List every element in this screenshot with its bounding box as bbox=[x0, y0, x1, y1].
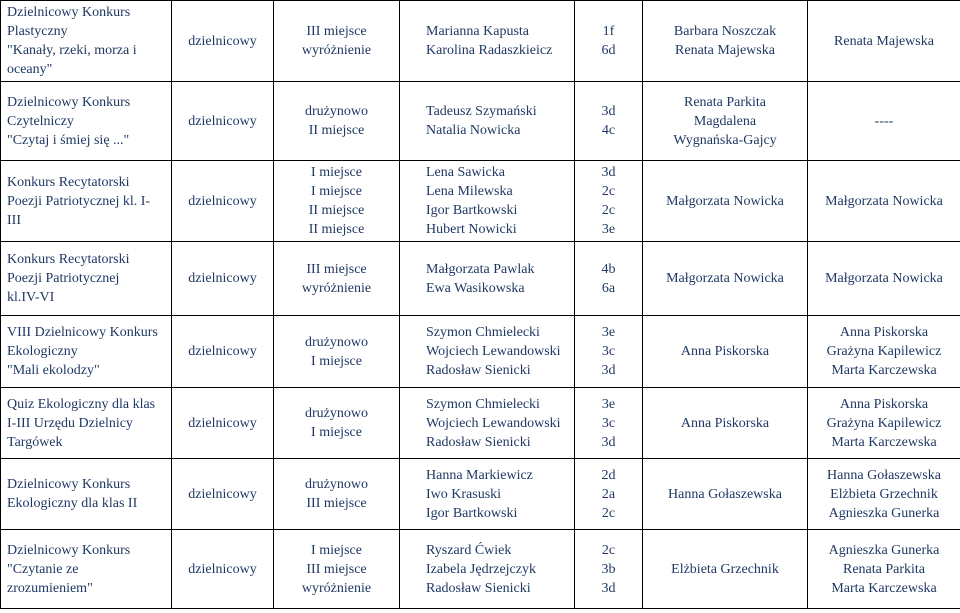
result-cell bbox=[274, 388, 400, 459]
students-line: Radosław Sienicki bbox=[426, 580, 531, 596]
class-line: 3e bbox=[601, 325, 616, 340]
level-text: dzielnicowy bbox=[188, 344, 257, 359]
result-cell bbox=[274, 459, 400, 530]
result-line: I miejsce bbox=[311, 165, 362, 180]
table-row bbox=[1, 530, 960, 609]
class-line: 3e bbox=[601, 396, 616, 412]
class-cell bbox=[575, 316, 643, 388]
class-line: 3e bbox=[601, 222, 616, 237]
students-line: Marianna Kapusta bbox=[426, 24, 530, 39]
level-text: dzielnicowy bbox=[188, 415, 257, 431]
competition-name-cell bbox=[1, 459, 172, 530]
students-line: Ryszard Ćwiek bbox=[426, 542, 512, 558]
competition-name-line: "Czytaj i śmiej się ..." bbox=[7, 132, 130, 148]
students-line: Ewa Wasikowska bbox=[426, 280, 525, 296]
level-cell bbox=[172, 161, 274, 242]
competition-name-line: Targówek bbox=[7, 434, 63, 450]
students-line: Izabela Jędrzejczyk bbox=[426, 561, 536, 577]
table-row bbox=[1, 459, 960, 530]
class-cell bbox=[575, 82, 643, 161]
students-cell bbox=[400, 1, 575, 82]
students-line: Wojciech Lewandowski bbox=[426, 415, 561, 431]
competition-name-line: Poezji Patriotycznej bbox=[7, 271, 120, 286]
students-line: Małgorzata Pawlak bbox=[426, 261, 535, 277]
coordinator-line: Marta Karczewska bbox=[831, 363, 937, 378]
teacher-line: Anna Piskorska bbox=[680, 415, 770, 431]
students-line: Radosław Sienicki bbox=[426, 434, 531, 450]
competition-name-line: VIII Dzielnicowy Konkurs bbox=[7, 325, 158, 340]
students-line: Lena Sawicka bbox=[426, 165, 505, 180]
class-line: 2a bbox=[601, 486, 616, 502]
competition-name-cell bbox=[1, 1, 172, 82]
result-cell bbox=[274, 530, 400, 609]
result-cell bbox=[274, 161, 400, 242]
students-cell bbox=[400, 161, 575, 242]
result-line: drużynowo bbox=[305, 104, 368, 119]
class-line: 3c bbox=[601, 415, 616, 431]
result-line: II miejsce bbox=[308, 123, 365, 138]
competition-name-line: Dzielnicowy Konkurs bbox=[7, 477, 131, 492]
result-line: wyróżnienie bbox=[301, 280, 372, 296]
teacher-line: Małgorzata Nowicka bbox=[666, 271, 784, 286]
class-cell bbox=[575, 530, 643, 609]
coordinator-line: Małgorzata Nowicka bbox=[825, 271, 943, 286]
competition-name-line: "Kanały, rzeki, morza i bbox=[7, 43, 137, 58]
competition-name-line: Dzielnicowy Konkurs bbox=[7, 542, 131, 558]
competition-name-cell bbox=[1, 530, 172, 609]
students-line: Iwo Krasuski bbox=[426, 486, 502, 502]
competition-name-line: Ekologiczny bbox=[7, 344, 78, 359]
result-cell bbox=[274, 82, 400, 161]
class-line: 6a bbox=[601, 280, 616, 296]
table-body bbox=[1, 1, 960, 609]
coordinator-line: Renata Parkita bbox=[842, 561, 926, 577]
level-cell bbox=[172, 316, 274, 388]
class-line: 2c bbox=[601, 203, 616, 218]
class-line: 3d bbox=[601, 165, 616, 180]
coordinator-line: Anna Piskorska bbox=[839, 325, 929, 340]
class-line: 2c bbox=[601, 184, 616, 199]
competition-name-cell bbox=[1, 82, 172, 161]
class-line: 2c bbox=[601, 542, 616, 558]
teacher-cell bbox=[643, 161, 808, 242]
coordinator-line: Małgorzata Nowicka bbox=[825, 193, 943, 209]
level-cell bbox=[172, 1, 274, 82]
level-cell bbox=[172, 530, 274, 609]
class-line: 4b bbox=[601, 261, 616, 277]
coordinator-line: Marta Karczewska bbox=[831, 434, 937, 450]
coordinator-line: Elżbieta Grzechnik bbox=[830, 486, 938, 502]
table-row bbox=[1, 316, 960, 388]
class-line: 3d bbox=[601, 580, 616, 596]
students-cell bbox=[400, 530, 575, 609]
coordinator-line: ---- bbox=[874, 113, 894, 129]
result-line: wyróżnienie bbox=[301, 43, 372, 58]
teacher-cell bbox=[643, 530, 808, 609]
teacher-cell bbox=[643, 459, 808, 530]
result-cell bbox=[274, 1, 400, 82]
table-row bbox=[1, 161, 960, 242]
class-line: 2d bbox=[601, 467, 616, 483]
competition-name-cell bbox=[1, 242, 172, 316]
competition-name-line: zrozumieniem" bbox=[7, 580, 93, 596]
level-text: dzielnicowy bbox=[188, 33, 257, 49]
table-row bbox=[1, 82, 960, 161]
class-line: 3d bbox=[601, 434, 616, 450]
level-cell bbox=[172, 242, 274, 316]
competition-name-line: Konkurs Recytatorski bbox=[7, 174, 130, 190]
result-cell bbox=[274, 242, 400, 316]
coordinator-line: Anna Piskorska bbox=[839, 396, 929, 412]
coordinator-cell bbox=[808, 161, 960, 242]
coordinator-cell bbox=[808, 459, 960, 530]
students-line: Szymon Chmielecki bbox=[426, 396, 540, 412]
teacher-line: Anna Piskorska bbox=[680, 344, 770, 359]
class-line: 3d bbox=[601, 104, 616, 119]
students-line: Igor Bartkowski bbox=[426, 505, 518, 521]
teacher-cell bbox=[643, 242, 808, 316]
teacher-line: Barbara Noszczak bbox=[673, 24, 777, 39]
students-cell bbox=[400, 459, 575, 530]
class-line: 3d bbox=[601, 363, 616, 378]
coordinator-cell bbox=[808, 1, 960, 82]
result-line: wyróżnienie bbox=[301, 580, 372, 596]
class-line: 4c bbox=[601, 123, 616, 138]
competition-name-line: Czytelniczy bbox=[7, 113, 74, 129]
teacher-line: Wygnańska-Gajcy bbox=[673, 132, 777, 148]
students-line: Karolina Radaszkieicz bbox=[426, 43, 553, 58]
competition-name-line: I-III Urzędu Dzielnicy bbox=[7, 415, 133, 431]
coordinator-line: Renata Majewska bbox=[834, 33, 934, 49]
teacher-line: Renata Majewska bbox=[675, 43, 775, 58]
result-line: drużynowo bbox=[305, 406, 368, 421]
competition-name-line: Quiz Ekologiczny dla klas bbox=[7, 396, 156, 412]
teacher-line: Renata Parkita bbox=[683, 94, 767, 110]
level-cell bbox=[172, 388, 274, 459]
table-row bbox=[1, 242, 960, 316]
students-line: Hanna Markiewicz bbox=[426, 467, 533, 483]
teacher-line: Elżbieta Grzechnik bbox=[671, 561, 779, 577]
competition-name-line: III bbox=[7, 212, 21, 228]
result-line: II miejsce bbox=[308, 203, 365, 218]
level-cell bbox=[172, 459, 274, 530]
coordinator-cell bbox=[808, 82, 960, 161]
competition-name-line: oceany" bbox=[7, 62, 53, 77]
class-cell bbox=[575, 161, 643, 242]
competition-name-line: Konkurs Recytatorski bbox=[7, 252, 130, 267]
result-line: I miejsce bbox=[311, 353, 362, 369]
level-text: dzielnicowy bbox=[188, 113, 257, 129]
result-cell bbox=[274, 316, 400, 388]
result-line: drużynowo bbox=[305, 334, 368, 350]
class-line: 2c bbox=[601, 505, 616, 521]
table-row bbox=[1, 1, 960, 82]
teacher-cell bbox=[643, 316, 808, 388]
level-text: dzielnicowy bbox=[188, 193, 257, 209]
level-text: dzielnicowy bbox=[188, 561, 257, 577]
competition-name-line: "Mali ekolodzy" bbox=[7, 363, 100, 378]
teacher-line: Małgorzata Nowicka bbox=[666, 193, 784, 209]
students-line: Lena Milewska bbox=[426, 184, 513, 199]
students-cell bbox=[400, 388, 575, 459]
students-cell bbox=[400, 316, 575, 388]
result-line: II miejsce bbox=[308, 222, 365, 237]
students-line: Igor Bartkowski bbox=[426, 203, 518, 218]
students-line: Tadeusz Szymański bbox=[426, 104, 537, 119]
coordinator-cell bbox=[808, 530, 960, 609]
students-line: Wojciech Lewandowski bbox=[426, 344, 561, 359]
competition-name-line: Dzielnicowy Konkurs bbox=[7, 5, 131, 20]
competition-name-line: Ekologiczny dla klas II bbox=[7, 496, 138, 511]
coordinator-line: Hanna Gołaszewska bbox=[827, 467, 941, 483]
competition-name-line: kl.IV-VI bbox=[7, 290, 55, 305]
class-cell bbox=[575, 388, 643, 459]
teacher-cell bbox=[643, 82, 808, 161]
teacher-line: Hanna Gołaszewska bbox=[668, 486, 782, 502]
students-cell bbox=[400, 242, 575, 316]
competition-name-line: Plastyczny bbox=[7, 24, 68, 39]
result-line: I miejsce bbox=[311, 542, 362, 558]
class-line: 3b bbox=[601, 561, 616, 577]
class-line: 6d bbox=[601, 43, 616, 58]
coordinator-line: Agnieszka Gunerka bbox=[828, 505, 940, 521]
class-cell bbox=[575, 1, 643, 82]
teacher-line: Magdalena bbox=[693, 113, 757, 129]
result-line: drużynowo bbox=[305, 477, 368, 492]
students-line: Szymon Chmielecki bbox=[426, 325, 540, 340]
competition-name-line: Poezji Patriotycznej kl. I- bbox=[7, 193, 151, 209]
competition-name-cell bbox=[1, 161, 172, 242]
result-line: III miejsce bbox=[306, 24, 367, 39]
competition-name-line: "Czytanie ze bbox=[7, 561, 79, 577]
students-cell bbox=[400, 82, 575, 161]
competition-name-cell bbox=[1, 388, 172, 459]
result-line: III miejsce bbox=[306, 496, 367, 511]
level-text: dzielnicowy bbox=[188, 271, 257, 286]
competition-name-cell bbox=[1, 316, 172, 388]
students-line: Natalia Nowicka bbox=[426, 123, 521, 138]
coordinator-cell bbox=[808, 388, 960, 459]
class-cell bbox=[575, 242, 643, 316]
result-line: I miejsce bbox=[311, 425, 362, 440]
coordinator-cell bbox=[808, 242, 960, 316]
class-cell bbox=[575, 459, 643, 530]
coordinator-cell bbox=[808, 316, 960, 388]
result-line: III miejsce bbox=[306, 261, 367, 277]
table-row bbox=[1, 388, 960, 459]
level-text: dzielnicowy bbox=[188, 486, 257, 502]
level-cell bbox=[172, 82, 274, 161]
students-line: Hubert Nowicki bbox=[426, 222, 517, 237]
class-line: 1f bbox=[602, 24, 615, 39]
coordinator-line: Grażyna Kapilewicz bbox=[826, 344, 942, 359]
teacher-cell bbox=[643, 1, 808, 82]
coordinator-line: Agnieszka Gunerka bbox=[828, 542, 940, 558]
coordinator-line: Marta Karczewska bbox=[831, 580, 937, 596]
result-line: I miejsce bbox=[311, 184, 362, 199]
coordinator-line: Grażyna Kapilewicz bbox=[826, 415, 942, 431]
result-line: III miejsce bbox=[306, 561, 367, 577]
teacher-cell bbox=[643, 388, 808, 459]
competition-name-line: Dzielnicowy Konkurs bbox=[7, 94, 131, 110]
class-line: 3c bbox=[601, 344, 616, 359]
students-line: Radosław Sienicki bbox=[426, 363, 531, 378]
